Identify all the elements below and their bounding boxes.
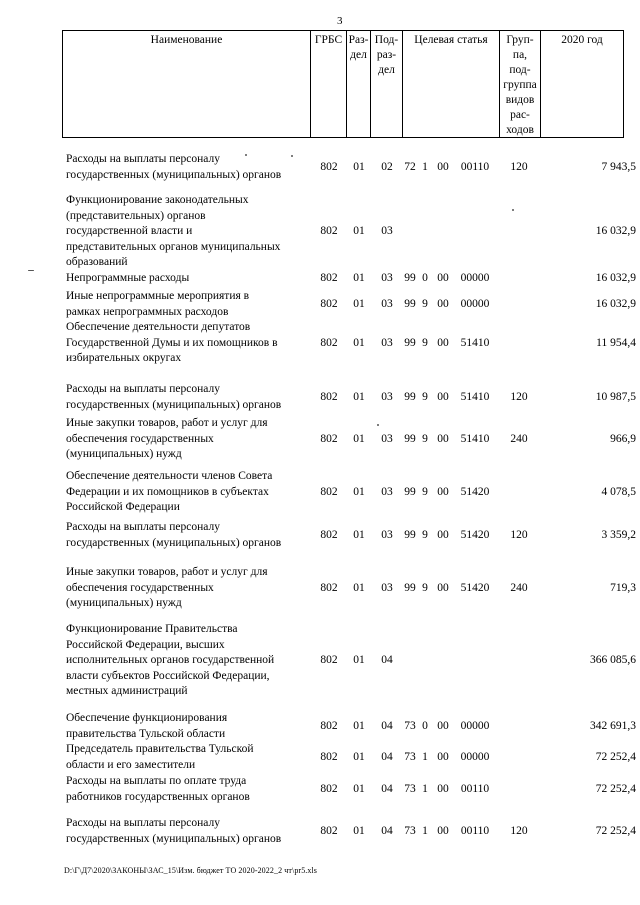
cell-podrazdel: 03	[381, 528, 393, 541]
row-name-line: Расходы на выплаты персоналу	[66, 153, 220, 165]
row-name-line: обеспечения государственных	[66, 581, 214, 594]
cell-target-direction: 00	[437, 160, 449, 173]
cell-amount: 3 359,2	[601, 528, 636, 541]
cell-podrazdel: 04	[381, 654, 393, 666]
row-name-line: Расходы на выплаты персоналу	[66, 383, 220, 395]
cell-podrazdel: 02	[381, 160, 393, 173]
cell-target-code: 00000	[460, 719, 490, 732]
row-name-line: Расходы на выплаты персоналу	[66, 521, 220, 533]
cell-podrazdel: 04	[381, 750, 393, 763]
cell-group: 240	[510, 581, 528, 594]
row-name	[66, 152, 312, 183]
row-name-line: государственных (муниципальных) органов	[66, 168, 282, 181]
cell-podrazdel: 03	[381, 432, 393, 445]
cell-razdel: 01	[353, 336, 365, 349]
row-name-line: области и его заместители	[66, 758, 196, 771]
table-header	[62, 30, 624, 138]
row-name-line: Российской Федерации, высших	[66, 638, 225, 651]
cell-grbs: 802	[320, 432, 338, 445]
cell-grbs: 802	[320, 654, 338, 666]
row-name-line: Обеспечение деятельности членов Совета	[66, 470, 273, 482]
cell-group: 240	[510, 432, 528, 445]
cell-amount: 719,3	[610, 581, 636, 594]
row-name	[66, 520, 312, 551]
row-name-line: работников государственных органов	[66, 790, 250, 803]
row-name-line: исполнительных органов государственной	[66, 654, 275, 666]
cell-podrazdel: 04	[381, 782, 393, 795]
cell-razdel: 01	[353, 528, 365, 541]
cell-target-subprogram: 9	[422, 432, 428, 445]
row-name-line: власти субъектов Российской Федерации,	[66, 669, 270, 682]
cell-target-subprogram: 9	[422, 485, 428, 498]
row-name-line: Функционирование законодательных	[66, 194, 249, 206]
header-razdel-line: дел	[350, 49, 367, 61]
row-name-line: Государственной Думы и их помощников в	[66, 336, 278, 349]
cell-amount: 16 032,9	[595, 272, 636, 284]
row-name-line: обеспечения государственных	[66, 432, 214, 445]
cell-target-direction: 00	[437, 824, 449, 837]
cell-amount: 342 691,3	[590, 719, 636, 732]
cell-podrazdel: 03	[381, 272, 393, 284]
header-group-line: ходов	[506, 124, 534, 136]
row-name	[66, 289, 312, 320]
cell-amount: 72 252,4	[595, 782, 636, 795]
cell-podrazdel: 03	[381, 225, 393, 237]
row-name-line: Расходы на выплаты персоналу	[66, 817, 220, 829]
cell-target-subprogram: 0	[422, 719, 428, 732]
cell-target-code: 51420	[460, 528, 490, 541]
cell-target-subprogram: 1	[422, 824, 428, 837]
cell-razdel: 01	[353, 719, 365, 732]
cell-amount: 72 252,4	[595, 824, 636, 837]
cell-grbs: 802	[320, 782, 338, 795]
cell-razdel: 01	[353, 432, 365, 445]
cell-amount: 10 987,5	[595, 390, 636, 403]
cell-target-direction: 00	[437, 336, 449, 349]
row-name	[66, 816, 312, 847]
row-name	[66, 742, 312, 773]
row-name-line: государственных (муниципальных) органов	[66, 536, 282, 549]
cell-target-program: 99	[404, 272, 416, 284]
cell-amount: 11 954,4	[596, 336, 636, 349]
row-name	[66, 469, 312, 516]
cell-target-program: 99	[404, 485, 416, 498]
header-razdel	[347, 33, 370, 63]
header-group-line: группа	[503, 79, 537, 91]
cell-target-code: 51420	[460, 485, 490, 498]
row-name-line: государственных (муниципальных) органов	[66, 832, 282, 845]
row-name-line: государственных (муниципальных) органов	[66, 398, 282, 411]
header-group-line: Груп-	[506, 34, 534, 46]
cell-razdel: 01	[353, 654, 365, 666]
cell-target-direction: 00	[437, 390, 449, 403]
cell-target-subprogram: 0	[422, 272, 428, 284]
row-name	[66, 711, 312, 742]
header-podrazdel-line: Под-	[374, 34, 399, 46]
header-group	[500, 33, 540, 138]
cell-podrazdel: 04	[381, 824, 393, 837]
cell-target-code: 51420	[460, 581, 490, 594]
cell-group: 120	[510, 390, 528, 403]
cell-group: 120	[510, 824, 528, 837]
file-path-footer: D:\Г\Д7\2020\ЗАКОНЫ\ЗАС_15\Изм. бюджет ТО 2020-2022_2 чт\pr5.xls	[64, 866, 318, 875]
cell-razdel: 01	[353, 581, 365, 594]
cell-target-direction: 00	[437, 432, 449, 445]
cell-target-code: 00000	[460, 272, 490, 284]
cell-grbs: 802	[320, 390, 338, 403]
row-name-line: рамках непрограммных расходов	[66, 305, 229, 318]
cell-amount: 4 078,5	[601, 485, 636, 498]
row-name-line: правительства Тульской области	[66, 727, 226, 740]
row-name-line: местных администраций	[66, 685, 188, 697]
cell-target-program: 99	[404, 581, 416, 594]
row-name-line: Функционирование Правительства	[66, 623, 238, 635]
cell-target-code: 00000	[460, 750, 490, 763]
cell-razdel: 01	[353, 782, 365, 795]
row-name-line: Иные непрограммные мероприятия в	[66, 290, 250, 302]
cell-amount: 16 032,9	[595, 225, 636, 237]
cell-podrazdel: 03	[381, 581, 393, 594]
cell-target-direction: 00	[437, 581, 449, 594]
cell-target-direction: 00	[437, 297, 449, 310]
cell-target-program: 99	[404, 390, 416, 403]
cell-podrazdel: 04	[381, 719, 393, 732]
cell-razdel: 01	[353, 390, 365, 403]
row-name-line: Непрограммные расходы	[66, 272, 190, 284]
row-name-line: (муниципальных) нужд	[66, 597, 182, 609]
cell-grbs: 802	[320, 719, 338, 732]
cell-podrazdel: 03	[381, 336, 393, 349]
page-number: 3	[337, 15, 343, 27]
row-name	[66, 622, 312, 700]
cell-amount: 366 085,6	[590, 654, 636, 666]
cell-grbs: 802	[320, 225, 338, 237]
cell-target-code: 51410	[460, 336, 490, 349]
header-target: Целевая статья	[414, 34, 488, 46]
row-name	[66, 416, 312, 463]
row-name-line: (муниципальных) нужд	[66, 448, 182, 460]
header-podrazdel-line: раз-	[376, 49, 397, 61]
cell-grbs: 802	[320, 824, 338, 837]
cell-razdel: 01	[353, 160, 365, 173]
cell-grbs: 802	[320, 336, 338, 349]
header-podrazdel-line: дел	[378, 64, 395, 76]
cell-amount: 72 252,4	[595, 750, 636, 763]
cell-target-program: 73	[404, 750, 416, 763]
row-name-line: образований	[66, 256, 128, 268]
cell-target-code: 00110	[460, 160, 490, 173]
header-grbs: ГРБС	[314, 34, 343, 46]
row-name	[66, 774, 312, 805]
row-name-line: Иные закупки товаров, работ и услуг для	[66, 566, 268, 578]
cell-group: 120	[510, 160, 528, 173]
row-name-line: Иные закупки товаров, работ и услуг для	[66, 417, 268, 429]
cell-grbs: 802	[320, 160, 338, 173]
cell-target-code: 51410	[460, 432, 490, 445]
cell-target-program: 72	[404, 160, 416, 173]
cell-razdel: 01	[353, 225, 365, 237]
cell-amount: 16 032,9	[595, 297, 636, 310]
cell-target-code: 00110	[460, 824, 490, 837]
cell-grbs: 802	[320, 272, 338, 284]
header-group-line: под-	[509, 64, 531, 76]
cell-amount: 966,9	[610, 432, 636, 445]
cell-target-subprogram: 1	[422, 782, 428, 795]
cell-target-program: 99	[404, 297, 416, 310]
cell-razdel: 01	[353, 272, 365, 284]
cell-target-direction: 00	[437, 782, 449, 795]
row-name	[66, 382, 312, 413]
row-name	[66, 271, 312, 287]
cell-target-program: 99	[404, 336, 416, 349]
cell-razdel: 01	[353, 824, 365, 837]
row-name-line: (представительных) органов	[66, 209, 206, 222]
cell-group: 120	[510, 528, 528, 541]
scan-speck	[512, 209, 514, 211]
row-name-line: Обеспечение деятельности депутатов	[66, 321, 251, 333]
cell-target-subprogram: 9	[422, 528, 428, 541]
scan-speck	[291, 155, 293, 157]
cell-podrazdel: 03	[381, 390, 393, 403]
header-podrazdel	[371, 33, 402, 78]
header-group-line: рас-	[510, 109, 530, 121]
scan-speck	[377, 424, 379, 426]
cell-grbs: 802	[320, 528, 338, 541]
cell-target-code: 00000	[460, 297, 490, 310]
cell-razdel: 01	[353, 297, 365, 310]
cell-target-direction: 00	[437, 485, 449, 498]
cell-grbs: 802	[320, 297, 338, 310]
cell-razdel: 01	[353, 485, 365, 498]
cell-target-subprogram: 9	[422, 390, 428, 403]
scan-speck	[28, 270, 34, 271]
row-name-line: Российской Федерации	[66, 501, 180, 513]
cell-target-program: 73	[404, 782, 416, 795]
header-group-line: па,	[512, 49, 528, 61]
cell-target-program: 99	[404, 528, 416, 541]
header-group-line: видов	[505, 94, 535, 106]
cell-target-direction: 00	[437, 528, 449, 541]
cell-target-direction: 00	[437, 719, 449, 732]
cell-target-subprogram: 1	[422, 750, 428, 763]
header-name: Наименование	[150, 34, 223, 46]
row-name-line: представительных органов муниципальных	[66, 240, 281, 253]
cell-grbs: 802	[320, 581, 338, 594]
row-name-line: государственной власти и	[66, 225, 193, 237]
cell-target-program: 73	[404, 719, 416, 732]
cell-target-subprogram: 9	[422, 336, 428, 349]
cell-target-code: 00110	[460, 782, 490, 795]
cell-target-direction: 00	[437, 272, 449, 284]
header-year: 2020 год	[561, 34, 603, 46]
row-name	[66, 193, 312, 271]
cell-razdel: 01	[353, 750, 365, 763]
cell-target-subprogram: 9	[422, 581, 428, 594]
row-name	[66, 320, 312, 367]
header-razdel-line: Раз-	[348, 34, 369, 46]
row-name	[66, 565, 312, 612]
cell-grbs: 802	[320, 750, 338, 763]
cell-target-code: 51410	[460, 390, 490, 403]
cell-podrazdel: 03	[381, 485, 393, 498]
row-name-line: Обеспечение функционирования	[66, 712, 228, 724]
cell-target-program: 73	[404, 824, 416, 837]
row-name-line: Федерации и их помощников в субъектах	[66, 485, 269, 498]
row-name-line: избирательных округах	[66, 352, 182, 364]
cell-amount: 7 943,5	[601, 160, 636, 173]
cell-target-direction: 00	[437, 750, 449, 763]
cell-grbs: 802	[320, 485, 338, 498]
cell-target-subprogram: 1	[422, 160, 428, 173]
row-name-line: Расходы на выплаты по оплате труда	[66, 775, 247, 787]
row-name-line: Председатель правительства Тульской	[66, 743, 254, 755]
cell-target-program: 99	[404, 432, 416, 445]
scan-speck	[245, 154, 247, 156]
cell-podrazdel: 03	[381, 297, 393, 310]
cell-target-subprogram: 9	[422, 297, 428, 310]
